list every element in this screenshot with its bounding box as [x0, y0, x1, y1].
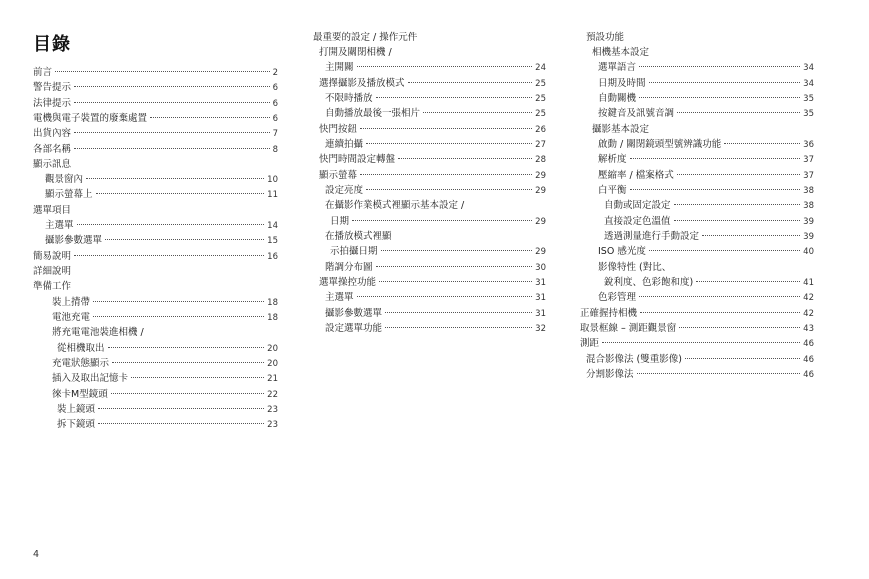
toc-entry-page: 20 [267, 344, 278, 354]
toc-entry-label: 連續拍攝 [325, 139, 364, 150]
toc-entry-page: 34 [803, 79, 814, 89]
toc-entry-page: 8 [272, 145, 278, 155]
toc-entry-label: 在播放模式裡顯 [325, 231, 392, 242]
toc-entry-label: 主選單 [325, 292, 354, 303]
toc-entry-label: 裝上鏡頭 [57, 404, 96, 415]
toc-entry-page: 46 [803, 355, 814, 365]
toc-entry-page: 32 [535, 324, 546, 334]
dot-leader [379, 281, 532, 282]
toc-entry-page: 2 [272, 68, 278, 78]
toc-entry [319, 123, 546, 137]
toc-entry-label: 從相機取出 [57, 343, 105, 354]
toc-entry [598, 107, 814, 121]
toc-entry-page: 6 [272, 83, 278, 93]
toc-entry-page: 6 [272, 99, 278, 109]
toc-entry-label: 警告提示 [33, 82, 72, 93]
toc-entry-label: 電池充電 [52, 312, 91, 323]
toc-entry-page: 36 [803, 140, 814, 150]
toc-entry [586, 368, 814, 382]
toc-entry-page: 42 [803, 293, 814, 303]
toc-entry-page: 40 [803, 247, 814, 257]
dot-leader [112, 362, 264, 363]
toc-entry-page: 14 [267, 221, 278, 231]
toc-entry-label: 透過測量進行手動設定 [604, 231, 700, 242]
toc-entry [45, 219, 278, 233]
toc-entry-label: 設定亮度 [325, 185, 364, 196]
dot-leader [366, 143, 532, 144]
dot-leader [352, 220, 532, 221]
toc-entry-page: 37 [803, 155, 814, 165]
dot-leader [630, 189, 801, 190]
dot-leader [640, 312, 800, 313]
toc-entry-page: 29 [535, 186, 546, 196]
toc-entry [57, 342, 278, 356]
toc-entry-label: 在攝影作業模式裡顯示基本設定 / [325, 200, 465, 211]
dot-leader [96, 193, 265, 194]
toc-entry [33, 265, 278, 279]
toc-entry-label: 影像特性 (對比、 [598, 262, 672, 273]
toc-entry-label: 前言 [33, 67, 53, 78]
toc-entry-page: 23 [267, 420, 278, 430]
dot-leader [77, 224, 265, 225]
toc-entry [598, 77, 814, 91]
toc-entry-label: 測距 [580, 338, 600, 349]
toc-entry-page: 7 [272, 129, 278, 139]
toc-entry [52, 388, 278, 402]
toc-entry-page: 30 [535, 263, 546, 273]
toc-entry-label: 色彩管理 [598, 292, 637, 303]
toc-entry-page: 21 [267, 374, 278, 384]
toc-entry [580, 322, 814, 336]
toc-entry-label: ISO 感光度 [598, 246, 646, 257]
toc-entry [45, 234, 278, 248]
toc-entry [325, 92, 546, 106]
toc-entry-label: 自動關機 [598, 93, 637, 104]
toc-entry [33, 97, 278, 111]
dot-leader [385, 312, 532, 313]
toc-entry-label: 日期及時間 [598, 78, 646, 89]
toc-entry [325, 261, 546, 275]
toc-entry-page: 43 [803, 324, 814, 334]
dot-leader [74, 102, 270, 103]
toc-entry [592, 123, 814, 137]
dot-leader [74, 86, 270, 87]
toc-entry [57, 418, 278, 432]
dot-leader [131, 377, 264, 378]
toc-entry-page: 11 [267, 190, 278, 200]
toc-entry-page: 25 [535, 109, 546, 119]
dot-leader [357, 66, 533, 67]
dot-leader [376, 97, 533, 98]
toc-entry-label: 設定選單功能 [325, 323, 383, 334]
dot-leader [74, 132, 270, 133]
dot-leader [74, 148, 270, 149]
toc-entry [33, 81, 278, 95]
toc-entry-page: 39 [803, 232, 814, 242]
toc-entry-label: 快門按鈕 [319, 124, 358, 135]
toc-entry-page: 6 [272, 114, 278, 124]
toc-entry-label: 階調分布圖 [325, 262, 373, 273]
toc-entry [598, 291, 814, 305]
toc-entry [45, 188, 278, 202]
toc-entry-label: 自動或固定設定 [604, 200, 671, 211]
dot-leader [105, 239, 264, 240]
toc-entry-page: 29 [535, 171, 546, 181]
toc-entry-label: 選單項目 [33, 205, 72, 216]
toc-entry [598, 245, 814, 259]
toc-entry-label: 選單操控功能 [319, 277, 377, 288]
toc-entry [598, 169, 814, 183]
toc-entry-label: 插入及取出記憶卡 [52, 373, 129, 384]
dot-leader [150, 117, 270, 118]
toc-entry-label: 電機與電子裝置的廢棄處置 [33, 113, 148, 124]
toc-entry [598, 153, 814, 167]
toc-entry [319, 153, 546, 167]
toc-entry-label: 分割影像法 [586, 369, 634, 380]
toc-entry-label: 主選單 [45, 220, 74, 231]
toc-entry [313, 31, 546, 45]
toc-entry [33, 143, 278, 157]
dot-leader [423, 112, 532, 113]
dot-leader [74, 255, 264, 256]
toc-entry [580, 307, 814, 321]
toc-entry-page: 25 [535, 94, 546, 104]
toc-entry [604, 276, 814, 290]
toc-entry [45, 173, 278, 187]
toc-entry [586, 31, 814, 45]
toc-entry [598, 261, 814, 275]
toc-entry-page: 34 [803, 63, 814, 73]
dot-leader [55, 71, 270, 72]
toc-entry-label: 正確握持相機 [580, 308, 638, 319]
toc-entry [580, 337, 814, 351]
toc-entry [33, 127, 278, 141]
toc-entry-label: 觀景窗內 [45, 174, 84, 185]
toc-entry-page: 22 [267, 390, 278, 400]
toc-entry-page: 41 [803, 278, 814, 288]
dot-leader [637, 373, 801, 374]
dot-leader [696, 281, 800, 282]
dot-leader [376, 266, 533, 267]
toc-entry-page: 35 [803, 94, 814, 104]
dot-leader [381, 250, 533, 251]
toc-entry [33, 250, 278, 264]
toc-entry-label: 打開及關閉相機 / [319, 47, 392, 58]
toc-entry [33, 66, 278, 80]
toc-entry-label: 相機基本設定 [592, 47, 650, 58]
toc-entry-page: 38 [803, 186, 814, 196]
toc-entry-label: 日期 [330, 216, 350, 227]
toc-entry-label: 攝影基本設定 [592, 124, 650, 135]
toc-entry [598, 138, 814, 152]
dot-leader [724, 143, 800, 144]
dot-leader [108, 347, 265, 348]
toc-entry-page: 18 [267, 298, 278, 308]
toc-entry-label: 解析度 [598, 154, 627, 165]
toc-entry-label: 詳細說明 [33, 266, 72, 277]
toc-entry-label: 取景框線 – 測距觀景窗 [580, 323, 677, 334]
dot-leader [93, 301, 264, 302]
dot-leader [366, 189, 532, 190]
toc-entry [325, 138, 546, 152]
dot-leader [360, 174, 532, 175]
toc-entry-label: 啟動 / 關閉鏡頭型號辨識功能 [598, 139, 722, 150]
toc-entry [598, 92, 814, 106]
toc-entry-page: 10 [267, 175, 278, 185]
toc-entry-label: 顯示螢幕 [319, 170, 358, 181]
toc-entry [52, 326, 278, 340]
toc-entry-label: 壓縮率 / 檔案格式 [598, 170, 674, 181]
dot-leader [639, 296, 800, 297]
dot-leader [677, 174, 800, 175]
dot-leader [602, 342, 800, 343]
toc-entry-page: 23 [267, 405, 278, 415]
dot-leader [408, 82, 533, 83]
dot-leader [98, 408, 264, 409]
toc-entry-page: 25 [535, 79, 546, 89]
toc-entry [604, 199, 814, 213]
dot-leader [385, 327, 532, 328]
dot-leader [398, 158, 532, 159]
toc-entry [325, 107, 546, 121]
dot-leader [674, 204, 801, 205]
toc-entry [325, 291, 546, 305]
toc-entry [325, 322, 546, 336]
toc-entry-label: 裝上揹帶 [52, 297, 91, 308]
dot-leader [630, 158, 801, 159]
page-title: 目錄 [33, 34, 71, 55]
toc-entry-label: 攝影參數選單 [45, 235, 103, 246]
toc-entry-page: 46 [803, 339, 814, 349]
toc-entry [319, 77, 546, 91]
toc-entry [33, 158, 278, 172]
dot-leader [86, 178, 264, 179]
toc-entry-label: 法律提示 [33, 98, 72, 109]
dot-leader [702, 235, 800, 236]
toc-entry-label: 充電狀態顯示 [52, 358, 110, 369]
toc-entry [52, 357, 278, 371]
dot-leader [111, 393, 264, 394]
toc-entry [325, 184, 546, 198]
toc-entry-page: 20 [267, 359, 278, 369]
toc-entry [598, 61, 814, 75]
toc-entry [604, 215, 814, 229]
toc-entry-page: 16 [267, 252, 278, 262]
dot-leader [93, 316, 264, 317]
dot-leader [649, 250, 800, 251]
toc-entry-page: 42 [803, 309, 814, 319]
toc-entry [319, 276, 546, 290]
toc-entry [598, 184, 814, 198]
toc-entry-page: 39 [803, 217, 814, 227]
toc-entry-label: 快門時間設定轉盤 [319, 154, 396, 165]
toc-entry [325, 199, 546, 213]
toc-entry [330, 245, 546, 259]
dot-leader [677, 112, 800, 113]
toc-entry-label: 選單語言 [598, 62, 637, 73]
toc-entry [319, 169, 546, 183]
toc-entry [586, 353, 814, 367]
toc-entry [319, 46, 546, 60]
toc-entry [33, 204, 278, 218]
toc-entry-label: 不限時播放 [325, 93, 373, 104]
toc-entry-label: 最重要的設定 / 操作元件 [313, 32, 418, 43]
toc-entry-page: 35 [803, 109, 814, 119]
toc-entry-page: 37 [803, 171, 814, 181]
toc-entry-label: 主開關 [325, 62, 354, 73]
dot-leader [98, 423, 264, 424]
toc-entry-page: 28 [535, 155, 546, 165]
dot-leader [679, 327, 800, 328]
toc-entry-page: 29 [535, 247, 546, 257]
dot-leader [685, 358, 800, 359]
toc-entry-label: 銳利度、色彩飽和度) [604, 277, 694, 288]
toc-entry [325, 230, 546, 244]
toc-entry-label: 徠卡M型鏡頭 [52, 389, 108, 400]
dot-leader [357, 296, 533, 297]
toc-entry [33, 112, 278, 126]
toc-entry-label: 攝影參數選單 [325, 308, 383, 319]
dot-leader [360, 128, 532, 129]
toc-entry-label: 示拍攝日期 [330, 246, 378, 257]
toc-entry-page: 27 [535, 140, 546, 150]
dot-leader [639, 97, 800, 98]
toc-entry-label: 各部名稱 [33, 144, 72, 155]
toc-entry [52, 311, 278, 325]
toc-entry-page: 46 [803, 370, 814, 380]
toc-entry-label: 拆下鏡頭 [57, 419, 96, 430]
toc-entry-label: 自動播放最後一張相片 [325, 108, 421, 119]
toc-entry-label: 直接設定色溫值 [604, 216, 671, 227]
toc-entry-page: 31 [535, 293, 546, 303]
toc-entry-page: 24 [535, 63, 546, 73]
toc-entry-page: 18 [267, 313, 278, 323]
toc-entry-page: 31 [535, 278, 546, 288]
toc-entry-label: 白平衡 [598, 185, 627, 196]
toc-entry-page: 38 [803, 201, 814, 211]
toc-entry-label: 選擇攝影及播放模式 [319, 78, 405, 89]
toc-entry [592, 46, 814, 60]
toc-entry-label: 準備工作 [33, 281, 72, 292]
toc-entry [52, 372, 278, 386]
toc-entry-page: 29 [535, 217, 546, 227]
toc-entry-page: 26 [535, 125, 546, 135]
toc-entry-label: 顯示訊息 [33, 159, 72, 170]
toc-entry-label: 預設功能 [586, 32, 625, 43]
toc-entry-label: 混合影像法 (雙重影像) [586, 354, 682, 365]
toc-entry [330, 215, 546, 229]
toc-entry [52, 296, 278, 310]
toc-entry [325, 307, 546, 321]
toc-entry-label: 簡易說明 [33, 251, 72, 262]
toc-entry-label: 顯示螢幕上 [45, 189, 93, 200]
toc-entry-label: 將充電電池裝進相機 / [52, 327, 144, 338]
toc-entry-label: 出貨內容 [33, 128, 72, 139]
toc-entry [33, 280, 278, 294]
toc-entry-page: 15 [267, 236, 278, 246]
toc-entry-page: 31 [535, 309, 546, 319]
dot-leader [639, 66, 800, 67]
toc-entry [57, 403, 278, 417]
toc-entry [604, 230, 814, 244]
dot-leader [674, 220, 801, 221]
toc-entry-label: 按鍵音及訊號音調 [598, 108, 675, 119]
page-number: 4 [33, 549, 40, 560]
toc-entry [325, 61, 546, 75]
dot-leader [649, 82, 801, 83]
